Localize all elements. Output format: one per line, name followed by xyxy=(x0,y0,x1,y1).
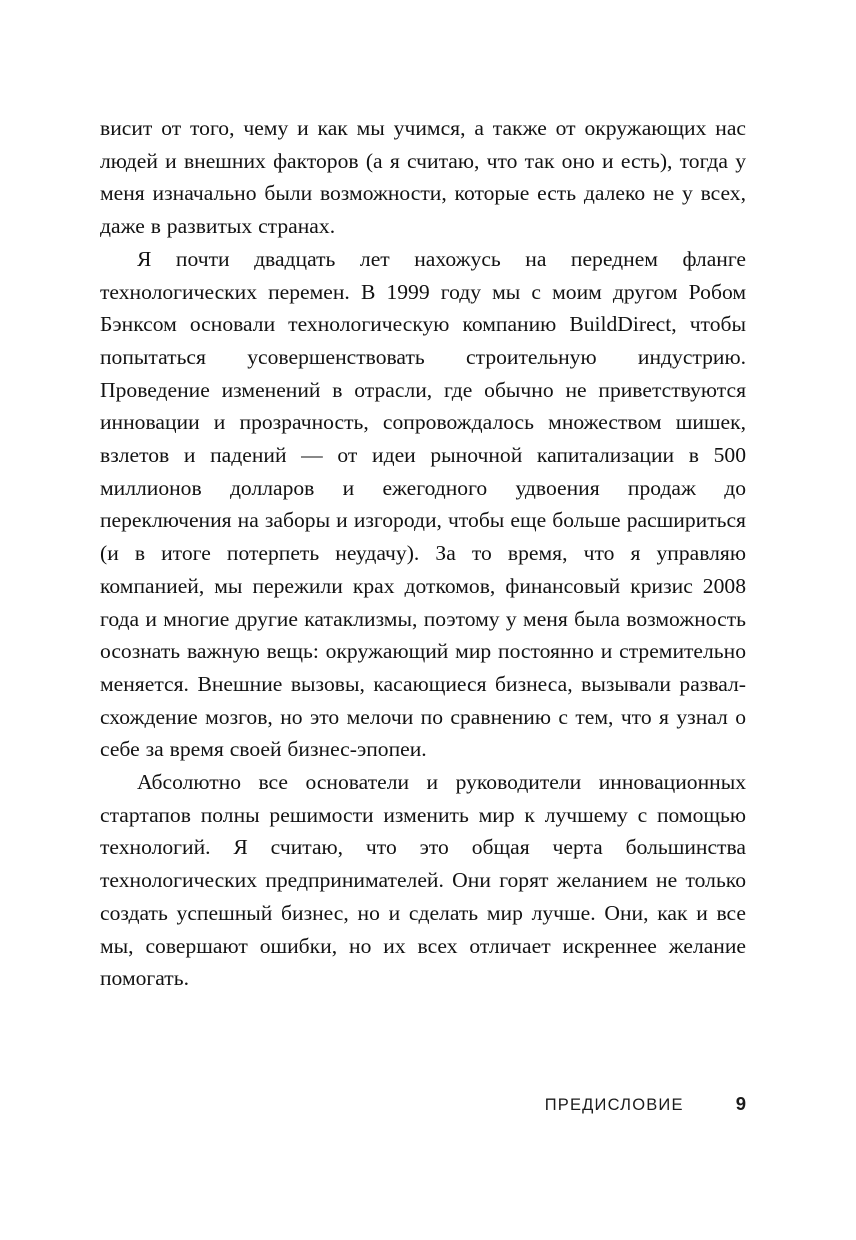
running-head-section-label: ПРЕДИСЛОВИЕ xyxy=(544,1096,684,1114)
page-number: 9 xyxy=(735,1093,746,1114)
paragraph: Я почти двадцать лет нахожусь на переднем фланге технологических перемен. В 1999 году мы с моим другом Робом Бэнксом основали технологическую компанию BuildDirect, чтобы попытаться усовершенствовать строительную индустрию. Проведение изменений в отрасли, где обычно не приветствуются инновации и прозрачность, сопровождалось множеством шишек, взлетов и падений — от идеи рыночной капитализации в 500 миллионов долларов и ежегодного удвоения продаж до переключения на заборы и изгороди, чтобы еще больше расшириться (и в итоге потерпеть неудачу). За то время, что я управляю компанией, мы пережили крах доткомов, финансовый кризис 2008 года и многие другие катаклизмы, поэтому у меня была возможность осознать важную вещь: окружающий мир постоянно и стремительно меняется. Внешние вызовы, касающиеся бизнеса, вызывали развал-схождение мозгов, но это мелочи по сравнению с тем, что я узнал о себе за время своей бизнес-эпопеи. xyxy=(100,246,746,762)
paragraph-continuation: висит от того, чему и как мы учимся, а также от окружающих нас людей и внешних факторов (а я считаю, что так оно и есть), тогда у меня изначально были возможности, которые есть далеко не у всех, даже в развитых странах. xyxy=(100,116,746,239)
page-footer xyxy=(100,1093,746,1115)
body-text-block xyxy=(100,112,746,995)
paragraph: Абсолютно все основатели и руководители инновационных стартапов полны решимости изменить мир к лучшему с помощью технологий. Я считаю, что это общая черта большинства технологических предпринимателей. Они горят желанием не только создать успешный бизнес, но и сделать мир лучше. Они, как и все мы, совершают ошибки, но их всех отличает искреннее желание помогать. xyxy=(100,770,746,991)
